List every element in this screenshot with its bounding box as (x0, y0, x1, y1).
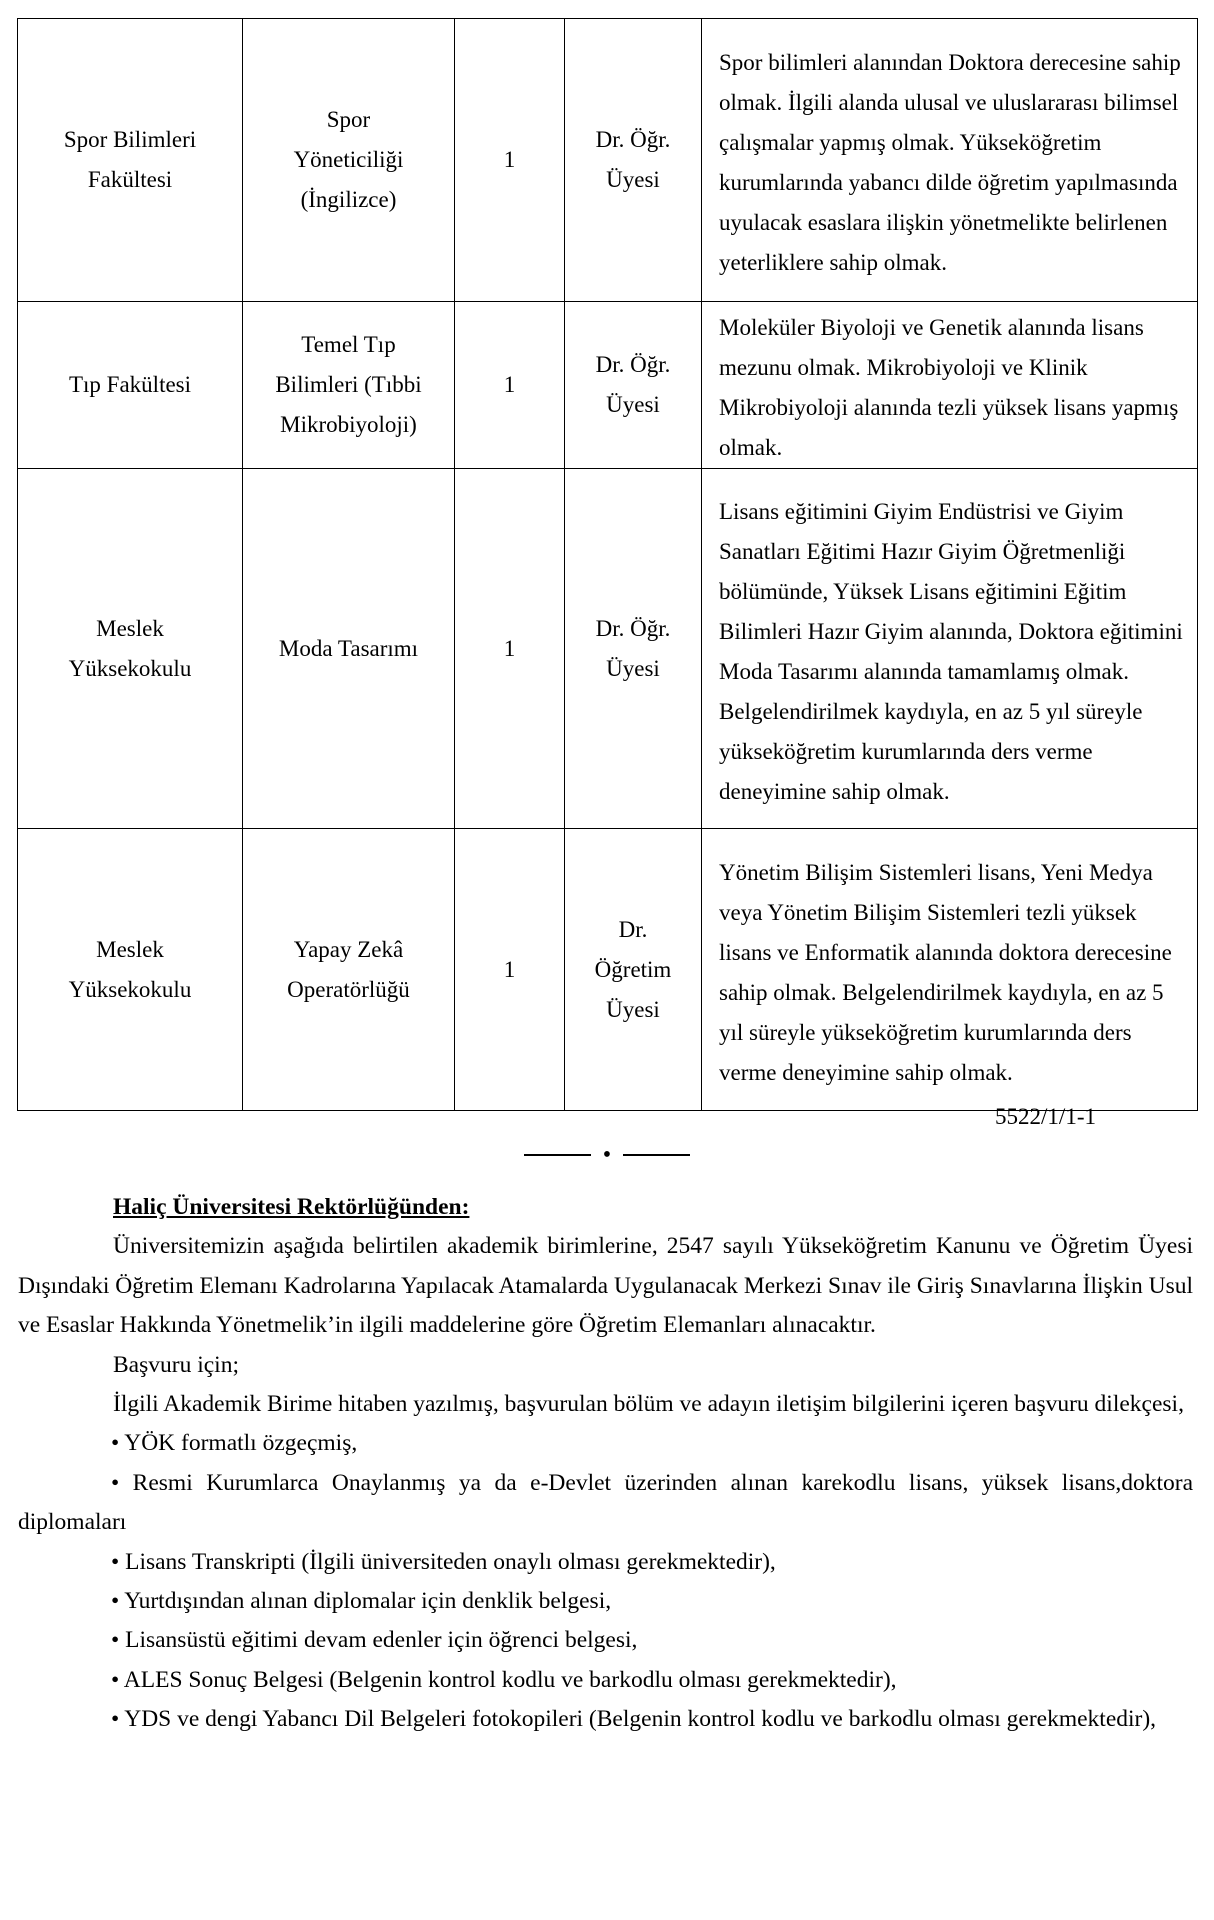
list-item: • Resmi Kurumlarca Onaylanmış ya da e-Devlet üzerinden alınan karekodlu lisans, yüksek lisans,doktora diplomaları (18, 1469, 1193, 1536)
title-cell: Dr. Öğretim Üyesi (565, 829, 702, 1111)
list-item: • Yurtdışından alınan diplomalar için denklik belgesi, (111, 1588, 612, 1615)
count-cell: 1 (455, 469, 565, 829)
position-table (17, 18, 1198, 1111)
list-item: • ALES Sonuç Belgesi (Belgenin kontrol kodlu ve barkodlu olması gerekmektedir), (111, 1666, 897, 1693)
table-row (18, 469, 1198, 829)
list-item: • Lisansüstü eğitimi devam edenler için öğrenci belgesi, (111, 1627, 638, 1654)
apply-label: Başvuru için; (113, 1351, 239, 1378)
count-cell: 1 (455, 829, 565, 1111)
table-row (18, 19, 1198, 302)
announcement-intro: Üniversitemizin aşağıda belirtilen akademik birimlerine, 2547 sayılı Yükseköğretim Kanunu ve Öğretim Üyesi Dışındaki Öğretim Elemanı Kadrolarına Yapılacak Atamalarda Uygulanacak Merkezi Sınav ile Giriş Sınavlarına İlişkin Usul ve Esaslar Hakkında Yönetmelik’in ilgili maddelerine göre Öğretim Elemanları alınacaktır. (18, 1233, 1193, 1339)
faculty-cell: Meslek Yüksekokulu (18, 469, 243, 829)
title-cell: Dr. Öğr. Üyesi (565, 469, 702, 829)
department-cell: Moda Tasarımı (243, 469, 455, 829)
announcement (18, 1188, 1193, 1740)
title-cell: Dr. Öğr. Üyesi (565, 19, 702, 302)
department-cell: Yapay Zekâ Operatörlüğü (243, 829, 455, 1111)
separator-dot: • (602, 1142, 612, 1168)
requirements-cell: Yönetim Bilişim Sistemleri lisans, Yeni Medya veya Yönetim Bilişim Sistemleri tezli yüksek lisans ve Enformatik alanında doktora derecesine sahip olmak. Belgelendirilmek kaydıyla, en az 5 yıl süreyle yükseköğretim kurumlarında ders verme deneyimine sahip olmak. (702, 829, 1198, 1111)
title-cell: Dr. Öğr. Üyesi (565, 302, 702, 469)
list-item: • YÖK formatlı özgeçmiş, (111, 1430, 358, 1457)
faculty-cell: Spor Bilimleri Fakültesi (18, 19, 243, 302)
requirements-cell: Spor bilimleri alanından Doktora derecesine sahip olmak. İlgili alanda ulusal ve uluslararası bilimsel çalışmalar yapmış olmak. Yükseköğretim kurumlarında yabancı dilde öğretim yapılmasında uyulacak esaslara ilişkin yönetmelikte belirlenen yeterliklere sahip olmak. (702, 19, 1198, 302)
requirements-cell: Moleküler Biyoloji ve Genetik alanında lisans mezunu olmak. Mikrobiyoloji ve Klinik Mikrobiyoloji alanında tezli yüksek lisans yapmış olmak. (702, 302, 1198, 469)
count-cell: 1 (455, 19, 565, 302)
requirements-cell: Lisans eğitimini Giyim Endüstrisi ve Giyim Sanatları Eğitimi Hazır Giyim Öğretmenliği bölümünde, Yüksek Lisans eğitimini Eğitim Bilimleri Hazır Giyim alanında, Doktora eğitimini Moda Tasarımı alanında tamamlamış olmak. Belgelendirilmek kaydıyla, en az 5 yıl süreyle yükseköğretim kurumlarında ders verme deneyimine sahip olmak. (702, 469, 1198, 829)
table-row (18, 302, 1198, 469)
separator-line-right (623, 1154, 690, 1156)
department-cell: Temel Tıp Bilimleri (Tıbbi Mikrobiyoloji) (243, 302, 455, 469)
section-separator (0, 1140, 1214, 1170)
faculty-cell: Tıp Fakültesi (18, 302, 243, 469)
department-cell: Spor Yöneticiliği (İngilizce) (243, 19, 455, 302)
reference-number: 5522/1/1-1 (995, 1104, 1096, 1129)
petition-paragraph: İlgili Akademik Birime hitaben yazılmış, başvurulan bölüm ve adayın iletişim bilgilerini içeren başvuru dilekçesi, (113, 1391, 1184, 1418)
announcement-heading: Haliç Üniversitesi Rektörlüğünden: (113, 1194, 470, 1220)
list-item: • YDS ve dengi Yabancı Dil Belgeleri fotokopileri (Belgenin kontrol kodlu ve barkodlu olması gerekmektedir), (111, 1706, 1157, 1733)
separator-line-left (524, 1154, 591, 1156)
list-item: • Lisans Transkripti (İlgili üniversiteden onaylı olması gerekmektedir), (111, 1548, 776, 1575)
count-cell: 1 (455, 302, 565, 469)
table-row (18, 829, 1198, 1111)
faculty-cell: Meslek Yüksekokulu (18, 829, 243, 1111)
